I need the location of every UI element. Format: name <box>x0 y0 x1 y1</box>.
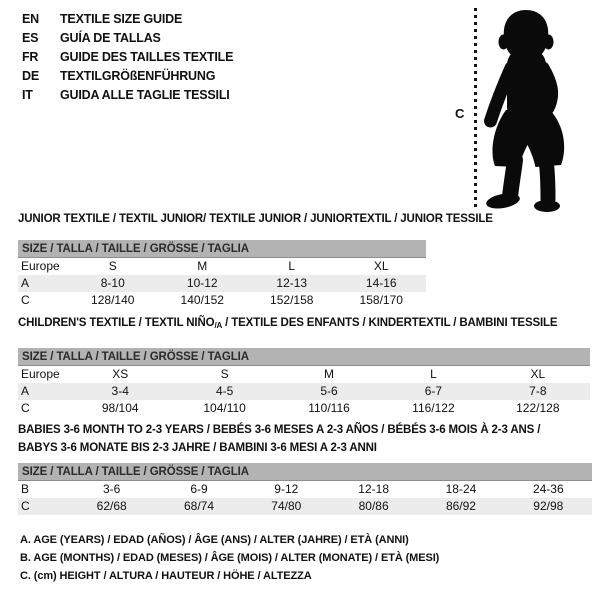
table-cell: 7-8 <box>529 384 547 398</box>
table-cell: XS <box>112 367 129 381</box>
table-cell: 68/74 <box>183 499 214 513</box>
table-cell: M <box>197 259 208 273</box>
table-row <box>18 292 426 309</box>
table-cell: 86/92 <box>445 499 476 513</box>
language-row-fr <box>22 48 233 67</box>
row-label: Europe <box>21 259 60 273</box>
table-cell: 8-10 <box>100 276 125 290</box>
table-cell: L <box>430 367 437 381</box>
table-title-line1: BABIES 3-6 MONTH TO 2-3 YEARS / BEBÉS 3-6 MESES A 2-3 AÑOS / BÉBÉS 3-6 MOIS À 2-3 ANS / <box>18 424 541 436</box>
table-title-junior <box>18 213 493 225</box>
language-code: IT <box>22 88 33 102</box>
table-cell: 140/152 <box>180 293 224 307</box>
table-cell: 18-24 <box>445 482 477 496</box>
table-cell: 116/122 <box>412 401 455 415</box>
table-cell: 3-4 <box>111 384 129 398</box>
table-cell: 3-6 <box>102 482 121 496</box>
table-row <box>18 275 426 292</box>
language-list <box>22 10 233 105</box>
row-label: C <box>21 499 30 513</box>
table-cell: 80/86 <box>358 499 389 513</box>
row-label: A <box>21 276 30 290</box>
table-cell: 14-16 <box>365 276 397 290</box>
table-cell: 5-6 <box>320 384 338 398</box>
table-cell: S <box>220 367 229 381</box>
language-row-es <box>22 29 233 48</box>
table-cell: 4-5 <box>215 384 234 398</box>
language-code: FR <box>22 50 39 64</box>
language-code: DE <box>22 69 39 83</box>
table-title-subscript: /A <box>214 321 223 330</box>
language-row-de <box>22 67 233 86</box>
table-cell: 128/140 <box>91 293 135 307</box>
row-label: C <box>21 293 30 307</box>
table-cell: 12-13 <box>276 276 308 290</box>
table-row <box>18 498 592 515</box>
table-cell: 92/98 <box>533 499 564 513</box>
table-rows <box>18 366 590 417</box>
table-rows <box>18 258 426 309</box>
table-cell: 158/170 <box>359 293 403 307</box>
table-title-text: / TEXTILE DES ENFANTS / KINDERTEXTIL / BAMBINI TESSILE <box>222 317 558 329</box>
table-cell: S <box>108 259 117 273</box>
footnote-c: C. (cm) HEIGHT / ALTURA / HAUTEUR / HÖHE / ALTEZZA <box>20 570 312 582</box>
language-code: ES <box>22 31 39 45</box>
table-cell: 10-12 <box>186 276 218 290</box>
babies-size-table <box>18 463 592 515</box>
table-title-children <box>18 317 557 330</box>
table-row <box>18 481 592 498</box>
language-code: EN <box>22 12 39 26</box>
table-cell: 62/68 <box>96 499 127 513</box>
table-cell: XL <box>373 259 389 273</box>
table-title-text: CHILDREN'S TEXTILE / TEXTIL NIÑO <box>18 317 215 329</box>
table-row <box>18 258 426 275</box>
language-row-en <box>22 10 233 29</box>
row-label: Europe <box>21 367 60 381</box>
footnote-a: A. AGE (YEARS) / EDAD (AÑOS) / ÂGE (ANS) / ALTER (JAHRE) / ETÀ (ANNI) <box>20 534 409 546</box>
junior-size-table <box>18 240 426 309</box>
table-cell: 152/158 <box>270 293 314 307</box>
language-label: TEXTILE SIZE GUIDE <box>60 12 183 26</box>
table-cell: 110/116 <box>308 401 350 415</box>
table-cell: 9-12 <box>274 482 299 496</box>
children-size-table <box>18 348 590 417</box>
table-title-text: JUNIOR TEXTILE / TEXTIL JUNIOR/ TEXTILE JUNIOR / JUNIORTEXTIL / JUNIOR TESSILE <box>18 213 493 225</box>
height-measure-label-c: C <box>455 106 465 121</box>
row-label: B <box>21 482 30 496</box>
table-cell: 12-18 <box>358 482 389 496</box>
baby-silhouette <box>484 4 580 214</box>
size-header-band: SIZE / TALLA / TAILLE / GRÖSSE / TAGLIA <box>18 463 592 481</box>
language-label: TEXTILGRÖßENFÜHRUNG <box>60 69 216 83</box>
table-cell: 6-9 <box>190 482 208 496</box>
table-cell: 6-7 <box>424 384 443 398</box>
language-label: GUIDA ALLE TAGLIE TESSILI <box>60 88 230 102</box>
table-cell: XL <box>530 367 546 381</box>
table-title-line2: BABYS 3-6 MONATE BIS 2-3 JAHRE / BAMBINI 3-6 MESI A 2-3 ANNI <box>18 442 377 454</box>
table-title-babies <box>18 421 540 457</box>
row-label: A <box>21 384 30 398</box>
footnote-b: B. AGE (MONTHS) / EDAD (MESES) / ÂGE (MOIS) / ALTER (MONATE) / ETÀ (MESI) <box>20 552 440 564</box>
table-cell: 24-36 <box>532 482 564 496</box>
table-cell: 98/104 <box>101 401 139 415</box>
height-measure-dashed-line <box>474 8 477 209</box>
size-header-band: SIZE / TALLA / TAILLE / GRÖSSE / TAGLIA <box>18 240 426 258</box>
table-row <box>18 366 590 383</box>
table-cell: L <box>288 259 296 273</box>
table-cell: 122/128 <box>516 401 560 415</box>
table-row <box>18 400 590 417</box>
footnotes <box>20 531 439 585</box>
row-label: C <box>21 401 30 415</box>
language-label: GUIDE DES TAILLES TEXTILE <box>60 50 234 64</box>
table-cell: 74/80 <box>271 499 302 513</box>
language-label: GUÍA DE TALLAS <box>60 31 161 45</box>
table-cell: 104/110 <box>203 401 246 415</box>
table-rows <box>18 481 592 515</box>
language-row-it <box>22 86 233 105</box>
size-header-band: SIZE / TALLA / TAILLE / GRÖSSE / TAGLIA <box>18 348 590 366</box>
table-row <box>18 383 590 400</box>
table-cell: M <box>324 367 335 381</box>
